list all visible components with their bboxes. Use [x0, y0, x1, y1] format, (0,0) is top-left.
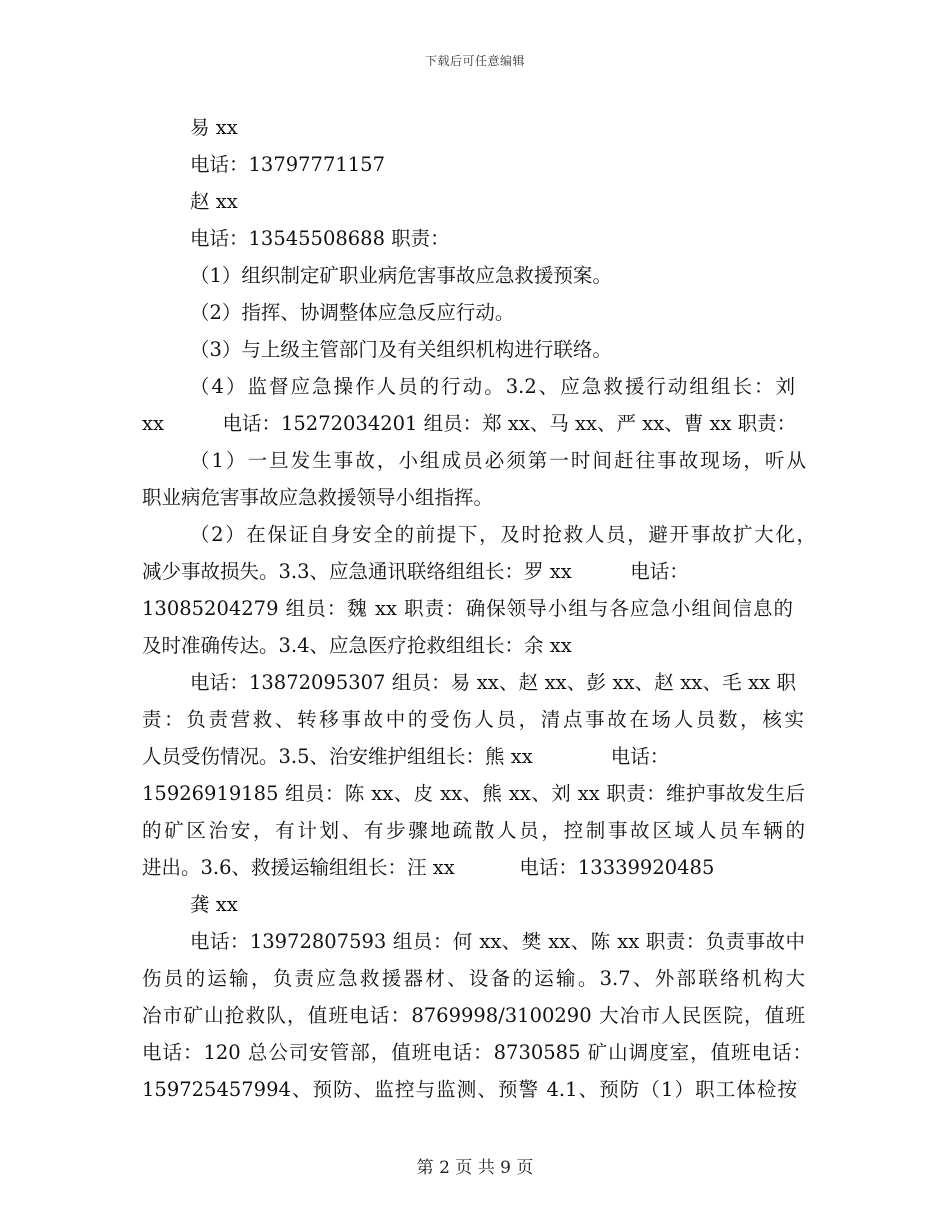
text-line: 进出。3.6、救援运输组组长：汪 xx 电话：13339920485 — [142, 856, 715, 879]
text-line: 电话：13545508688 职责： — [190, 227, 450, 250]
text-line: 及时准确传达。3.4、应急医疗抢救组组长：余 xx — [142, 634, 572, 657]
text-line: 易 xx — [190, 116, 238, 139]
text-line: 电话：13797771157 — [190, 153, 385, 176]
text-line: （2）在保证自身安全的前提下，及时抢救人员，避开事故扩大化， — [190, 523, 816, 546]
text-line: （1）一旦发生事故，小组成员必须第一时间赶往事故现场，听从 — [190, 449, 806, 472]
text-line: xx 电话：15272034201 组员：郑 xx、马 xx、严 xx、曹 xx 职责： — [142, 412, 797, 435]
page-header-note: 下载后可任意编辑 — [424, 54, 525, 68]
text-line: 电话：13872095307 组员：易 xx、赵 xx、彭 xx、赵 xx、毛 xx 职 — [190, 671, 796, 694]
text-line: 赵 xx — [190, 190, 238, 213]
text-line: 龚 xx — [190, 893, 238, 916]
text-line: （4）监督应急操作人员的行动。3.2、应急救援行动组组长：刘 — [190, 375, 795, 398]
text-line: 职业病危害事故应急救援领导小组指挥。 — [142, 486, 494, 509]
text-line: 159725457994、预防、监控与监测、预警 4.1、预防（1）职工体检按 — [142, 1078, 797, 1101]
text-line: 15926919185 组员：陈 xx、皮 xx、熊 xx、刘 xx 职责：维护事故发生后 — [142, 782, 805, 805]
text-line: （2）指挥、协调整体应急反应行动。 — [190, 301, 515, 324]
text-line: 人员受伤情况。3.5、治安维护组组长：熊 xx 电话： — [142, 745, 670, 768]
text-line: （1）组织制定矿职业病危害事故应急救援预案。 — [190, 264, 612, 287]
text-line: 减少事故损失。3.3、应急通讯联络组组长：罗 xx 电话： — [142, 560, 689, 583]
text-line: 电话：120 总公司安管部，值班电话：8730585 矿山调度室，值班电话： — [142, 1041, 812, 1064]
text-line: 责：负责营救、转移事故中的受伤人员，清点事故在场人员数，核实 — [142, 708, 804, 731]
text-line: 伤员的运输，负责应急救援器材、设备的运输。3.7、外部联络机构大 — [142, 967, 805, 990]
text-line: 13085204279 组员：魏 xx 职责：确保领导小组与各应急小组间信息的 — [142, 597, 793, 620]
page-number-footer: 第 2 页 共 9 页 — [416, 1158, 534, 1178]
text-line: （3）与上级主管部门及有关组织机构进行联络。 — [190, 338, 612, 361]
text-line: 的矿区治安，有计划、有步骤地疏散人员，控制事故区域人员车辆的 — [142, 819, 805, 842]
text-line: 冶市矿山抢救队，值班电话：8769998/3100290 大冶市人民医院，值班 — [142, 1004, 805, 1027]
text-line: 电话：13972807593 组员：何 xx、樊 xx、陈 xx 职责：负责事故中 — [190, 930, 805, 953]
